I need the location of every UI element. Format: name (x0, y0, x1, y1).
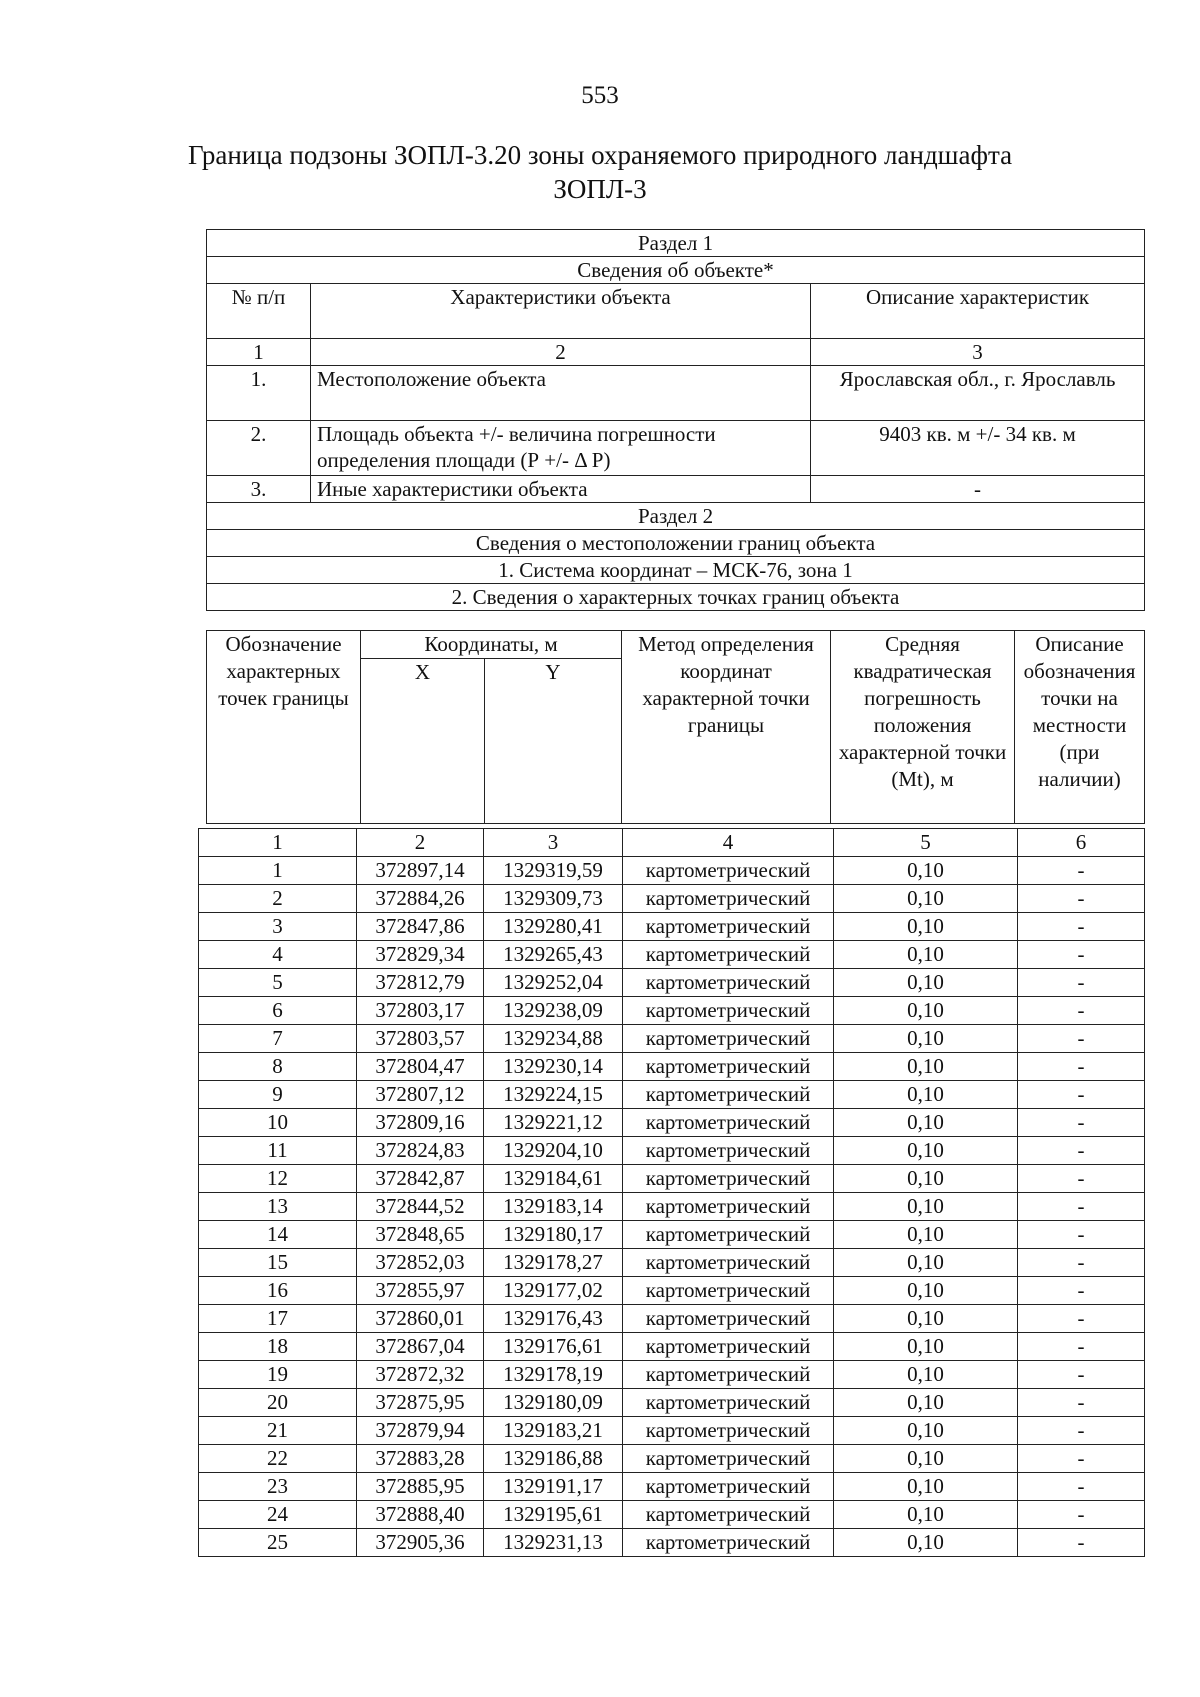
mean-error: 0,10 (834, 885, 1018, 913)
header-y: Y (485, 659, 622, 824)
coord-y: 1329265,43 (484, 941, 623, 969)
points-body (199, 829, 1145, 1557)
point-description: - (1018, 1529, 1145, 1557)
table-row (199, 1333, 1145, 1361)
method: картометрический (623, 1361, 834, 1389)
point-description: - (1018, 1473, 1145, 1501)
point-id: 2 (199, 885, 357, 913)
point-description: - (1018, 1053, 1145, 1081)
point-id: 24 (199, 1501, 357, 1529)
points-table (198, 828, 1145, 1557)
table-row (199, 941, 1145, 969)
table-row (199, 1445, 1145, 1473)
mean-error: 0,10 (834, 1333, 1018, 1361)
coord-x: 372803,57 (357, 1025, 484, 1053)
coord-x: 372860,01 (357, 1305, 484, 1333)
coord-x: 372829,34 (357, 941, 484, 969)
header-description: Описание характеристик (811, 284, 1145, 339)
section-2-heading: Раздел 2 (207, 503, 1145, 530)
table-row (199, 1165, 1145, 1193)
colnum-1: 1 (199, 829, 357, 857)
mean-error: 0,10 (834, 1445, 1018, 1473)
coord-y: 1329180,09 (484, 1389, 623, 1417)
method: картометрический (623, 1473, 834, 1501)
method: картометрический (623, 1389, 834, 1417)
point-description: - (1018, 941, 1145, 969)
coord-y: 1329231,13 (484, 1529, 623, 1557)
table-row (199, 969, 1145, 997)
point-id: 19 (199, 1361, 357, 1389)
coord-x: 372804,47 (357, 1053, 484, 1081)
method: картометрический (623, 1081, 834, 1109)
section-1-table (206, 229, 1145, 611)
header-no: № п/п (207, 284, 311, 339)
mean-error: 0,10 (834, 1025, 1018, 1053)
header-method: Метод определения координат характерной точки границы (622, 631, 831, 824)
row-2-number: 2. (207, 421, 311, 476)
coord-y: 1329186,88 (484, 1445, 623, 1473)
mean-error: 0,10 (834, 1081, 1018, 1109)
method: картометрический (623, 1109, 834, 1137)
point-id: 3 (199, 913, 357, 941)
mean-error: 0,10 (834, 1417, 1018, 1445)
mean-error: 0,10 (834, 1473, 1018, 1501)
point-description: - (1018, 1277, 1145, 1305)
coord-x: 372847,86 (357, 913, 484, 941)
method: картометрический (623, 969, 834, 997)
header-coordinates: Координаты, м (361, 631, 622, 659)
coord-y: 1329176,43 (484, 1305, 623, 1333)
points-title: 2. Сведения о характерных точках границ объекта (207, 584, 1145, 611)
mean-error: 0,10 (834, 997, 1018, 1025)
header-point-description: Описание обозначения точки на местности (при наличии) (1015, 631, 1145, 824)
point-id: 22 (199, 1445, 357, 1473)
point-id: 17 (199, 1305, 357, 1333)
coord-y: 1329195,61 (484, 1501, 623, 1529)
coord-x: 372884,26 (357, 885, 484, 913)
row-1-description: Ярославская обл., г. Ярославль (811, 366, 1145, 421)
coord-x: 372842,87 (357, 1165, 484, 1193)
point-description: - (1018, 1333, 1145, 1361)
coord-y: 1329184,61 (484, 1165, 623, 1193)
point-description: - (1018, 1109, 1145, 1137)
mean-error: 0,10 (834, 1137, 1018, 1165)
colnum-2: 2 (311, 339, 811, 366)
coord-y: 1329319,59 (484, 857, 623, 885)
method: картометрический (623, 1529, 834, 1557)
title-line-2: ЗОПЛ-3 (553, 174, 647, 204)
point-description: - (1018, 997, 1145, 1025)
document-title (100, 138, 1100, 206)
coord-x: 372807,12 (357, 1081, 484, 1109)
coord-x: 372855,97 (357, 1277, 484, 1305)
coord-y: 1329280,41 (484, 913, 623, 941)
table-row (199, 1109, 1145, 1137)
table-row (199, 1501, 1145, 1529)
coord-x: 372852,03 (357, 1249, 484, 1277)
method: картометрический (623, 1137, 834, 1165)
point-description: - (1018, 913, 1145, 941)
coord-x: 372905,36 (357, 1529, 484, 1557)
mean-error: 0,10 (834, 941, 1018, 969)
points-header-table (206, 630, 1145, 824)
mean-error: 0,10 (834, 913, 1018, 941)
colnum-1: 1 (207, 339, 311, 366)
title-line-1: Граница подзоны ЗОПЛ-3.20 зоны охраняемого природного ландшафта (187, 140, 1013, 170)
coord-y: 1329238,09 (484, 997, 623, 1025)
table-row (199, 1389, 1145, 1417)
table-row (199, 1137, 1145, 1165)
colnum-3: 3 (811, 339, 1145, 366)
row-2-characteristic: Площадь объекта +/- величина погрешности определения площади (Р +/- Δ Р) (311, 421, 811, 476)
point-description: - (1018, 969, 1145, 997)
method: картометрический (623, 941, 834, 969)
row-2-description: 9403 кв. м +/- 34 кв. м (811, 421, 1145, 476)
coord-y: 1329230,14 (484, 1053, 623, 1081)
coord-y: 1329224,15 (484, 1081, 623, 1109)
method: картометрический (623, 885, 834, 913)
point-description: - (1018, 1025, 1145, 1053)
colnum-6: 6 (1018, 829, 1145, 857)
row-3-description: - (811, 476, 1145, 503)
coord-y: 1329178,27 (484, 1249, 623, 1277)
point-id: 21 (199, 1417, 357, 1445)
method: картометрический (623, 1025, 834, 1053)
coord-x: 372888,40 (357, 1501, 484, 1529)
table-row (199, 913, 1145, 941)
method: картометрический (623, 1501, 834, 1529)
page-number: 553 (581, 82, 619, 109)
table-row (199, 1529, 1145, 1557)
point-id: 10 (199, 1109, 357, 1137)
coord-x: 372803,17 (357, 997, 484, 1025)
header-designation: Обозначение характерных точек границы (207, 631, 361, 824)
point-description: - (1018, 1221, 1145, 1249)
point-id: 18 (199, 1333, 357, 1361)
point-id: 4 (199, 941, 357, 969)
coord-x: 372844,52 (357, 1193, 484, 1221)
mean-error: 0,10 (834, 1193, 1018, 1221)
coord-y: 1329180,17 (484, 1221, 623, 1249)
mean-error: 0,10 (834, 1221, 1018, 1249)
point-id: 20 (199, 1389, 357, 1417)
point-id: 23 (199, 1473, 357, 1501)
point-description: - (1018, 1389, 1145, 1417)
coord-x: 372809,16 (357, 1109, 484, 1137)
point-id: 25 (199, 1529, 357, 1557)
coord-x: 372872,32 (357, 1361, 484, 1389)
coord-y: 1329309,73 (484, 885, 623, 913)
point-id: 7 (199, 1025, 357, 1053)
coord-y: 1329204,10 (484, 1137, 623, 1165)
point-id: 6 (199, 997, 357, 1025)
point-id: 12 (199, 1165, 357, 1193)
table-row (199, 885, 1145, 913)
mean-error: 0,10 (834, 1361, 1018, 1389)
coord-x: 372885,95 (357, 1473, 484, 1501)
coord-x: 372883,28 (357, 1445, 484, 1473)
method: картометрический (623, 913, 834, 941)
point-description: - (1018, 1445, 1145, 1473)
coord-y: 1329177,02 (484, 1277, 623, 1305)
table-row (199, 1305, 1145, 1333)
coord-x: 372867,04 (357, 1333, 484, 1361)
method: картометрический (623, 1249, 834, 1277)
point-id: 8 (199, 1053, 357, 1081)
coord-x: 372879,94 (357, 1417, 484, 1445)
row-3-number: 3. (207, 476, 311, 503)
table-row (199, 1473, 1145, 1501)
point-description: - (1018, 1417, 1145, 1445)
row-1-number: 1. (207, 366, 311, 421)
section-1-subheading: Сведения об объекте* (207, 257, 1145, 284)
table-row (199, 1193, 1145, 1221)
section-2-subheading: Сведения о местоположении границ объекта (207, 530, 1145, 557)
row-1-characteristic: Местоположение объекта (311, 366, 811, 421)
point-id: 5 (199, 969, 357, 997)
method: картометрический (623, 1277, 834, 1305)
point-id: 1 (199, 857, 357, 885)
table-row (199, 1249, 1145, 1277)
mean-error: 0,10 (834, 1305, 1018, 1333)
point-description: - (1018, 1165, 1145, 1193)
header-x: X (361, 659, 485, 824)
colnum-4: 4 (623, 829, 834, 857)
point-description: - (1018, 1305, 1145, 1333)
table-row (199, 1277, 1145, 1305)
point-description: - (1018, 1249, 1145, 1277)
mean-error: 0,10 (834, 1501, 1018, 1529)
header-characteristics: Характеристики объекта (311, 284, 811, 339)
table-row (199, 1081, 1145, 1109)
method: картометрический (623, 1305, 834, 1333)
coord-x: 372824,83 (357, 1137, 484, 1165)
coord-x: 372812,79 (357, 969, 484, 997)
method: картометрический (623, 997, 834, 1025)
method: картометрический (623, 1053, 834, 1081)
header-error: Средняя квадратическая погрешность положения характерной точки (Mt), м (831, 631, 1015, 824)
point-description: - (1018, 857, 1145, 885)
mean-error: 0,10 (834, 1277, 1018, 1305)
mean-error: 0,10 (834, 1053, 1018, 1081)
coord-y: 1329221,12 (484, 1109, 623, 1137)
point-description: - (1018, 1193, 1145, 1221)
mean-error: 0,10 (834, 969, 1018, 997)
point-id: 14 (199, 1221, 357, 1249)
table-row (199, 857, 1145, 885)
method: картометрический (623, 1221, 834, 1249)
coord-y: 1329183,14 (484, 1193, 623, 1221)
coord-y: 1329178,19 (484, 1361, 623, 1389)
coord-y: 1329176,61 (484, 1333, 623, 1361)
mean-error: 0,10 (834, 1529, 1018, 1557)
coordinate-system: 1. Система координат – МСК-76, зона 1 (207, 557, 1145, 584)
colnum-2: 2 (357, 829, 484, 857)
coord-y: 1329252,04 (484, 969, 623, 997)
colnum-5: 5 (834, 829, 1018, 857)
point-description: - (1018, 1361, 1145, 1389)
coord-y: 1329183,21 (484, 1417, 623, 1445)
coord-y: 1329191,17 (484, 1473, 623, 1501)
method: картометрический (623, 1165, 834, 1193)
table-row (199, 997, 1145, 1025)
point-description: - (1018, 1081, 1145, 1109)
method: картометрический (623, 1445, 834, 1473)
point-id: 13 (199, 1193, 357, 1221)
point-id: 11 (199, 1137, 357, 1165)
coord-y: 1329234,88 (484, 1025, 623, 1053)
table-row (199, 1417, 1145, 1445)
point-description: - (1018, 1501, 1145, 1529)
mean-error: 0,10 (834, 1165, 1018, 1193)
coord-x: 372848,65 (357, 1221, 484, 1249)
mean-error: 0,10 (834, 1249, 1018, 1277)
column-number-row (199, 829, 1145, 857)
point-id: 15 (199, 1249, 357, 1277)
table-row (199, 1221, 1145, 1249)
colnum-3: 3 (484, 829, 623, 857)
point-description: - (1018, 1137, 1145, 1165)
coord-x: 372875,95 (357, 1389, 484, 1417)
mean-error: 0,10 (834, 857, 1018, 885)
method: картометрический (623, 1193, 834, 1221)
table-row (199, 1025, 1145, 1053)
point-id: 9 (199, 1081, 357, 1109)
mean-error: 0,10 (834, 1109, 1018, 1137)
mean-error: 0,10 (834, 1389, 1018, 1417)
table-row (199, 1053, 1145, 1081)
table-row (199, 1361, 1145, 1389)
row-3-characteristic: Иные характеристики объекта (311, 476, 811, 503)
section-1-heading: Раздел 1 (207, 230, 1145, 257)
method: картометрический (623, 1417, 834, 1445)
point-description: - (1018, 885, 1145, 913)
coord-x: 372897,14 (357, 857, 484, 885)
method: картометрический (623, 857, 834, 885)
method: картометрический (623, 1333, 834, 1361)
point-id: 16 (199, 1277, 357, 1305)
